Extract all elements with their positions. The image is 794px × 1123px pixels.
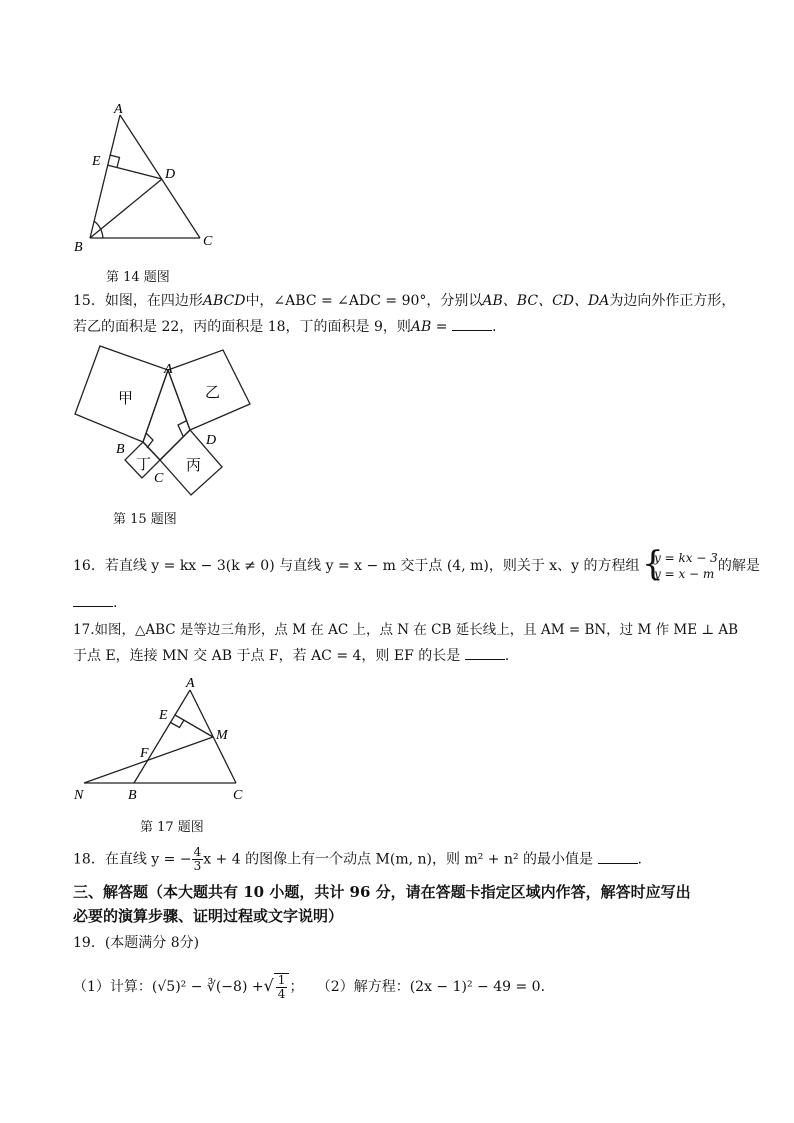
fraction-4-3: $\frac{4}{3}$ bbox=[193, 845, 202, 873]
point-label-a: A bbox=[186, 676, 195, 691]
segment-ab bbox=[143, 370, 168, 442]
point-label-n: N bbox=[74, 788, 84, 803]
question-16-line-2: . bbox=[73, 592, 117, 613]
square-label-yi: 乙 bbox=[205, 385, 221, 401]
section-3-heading-line-1: 三、解答题（本大题共有 10 小题，共计 96 分，请在答题卡指定区域内作答，解答时应写出 bbox=[73, 883, 691, 901]
section-3-heading-line-2: 必要的演算步骤、证明过程或文字说明） bbox=[73, 907, 344, 925]
point-label-b: B bbox=[116, 442, 125, 457]
angle-arc-b bbox=[94, 221, 103, 238]
square-label-ding: 丁 bbox=[136, 457, 152, 473]
question-19-parts: （1）计算：(√5)² − ∛(−8) +√ $\frac{1}{4}$ ； （2）解方程：(2x − 1)² − 49 = 0． bbox=[73, 973, 555, 1001]
question-15-line-1: 15．如图，在四边形ABCD中，∠ABC = ∠ADC = 90°，分别以AB、BC、CD、DA为边向外作正方形， bbox=[73, 293, 736, 309]
point-label-d: D bbox=[165, 167, 176, 182]
segment-ab bbox=[90, 115, 120, 238]
segment-ab bbox=[134, 690, 190, 783]
question-17-line-2: 于点 E，连接 MN 交 AB 于点 F，若 AC = 4，则 EF 的长是 . bbox=[73, 645, 509, 666]
point-label-b: B bbox=[128, 788, 137, 803]
point-label-f: F bbox=[140, 746, 149, 761]
figure-14-caption: 第 14 题图 bbox=[106, 270, 170, 285]
point-label-c: C bbox=[233, 788, 243, 803]
right-angle-mark-e bbox=[171, 720, 185, 728]
point-label-e: E bbox=[159, 708, 168, 723]
figure-14 bbox=[70, 95, 230, 255]
right-angle-mark-d bbox=[178, 421, 186, 436]
question-19-header: 19．(本题满分 8分) bbox=[73, 935, 200, 951]
segment-ad bbox=[168, 370, 190, 430]
segment-cd bbox=[160, 430, 190, 460]
point-label-a: A bbox=[114, 102, 123, 117]
question-16-line-1: 16．若直线 y = kx − 3(k ≠ 0) 与直线 y = x − m 交于点 (4, m)，则关于 x、y 的方程组 { y = kx − 3 y = x − m 的解是 bbox=[73, 550, 760, 582]
question-17-line-1: 17.如图，△ABC 是等边三角形，点 M 在 AC 上，点 N 在 CB 延长线上，且 AM = BN，过 M 作 ME ⊥ AB bbox=[73, 622, 739, 638]
figure-15-caption: 第 15 题图 bbox=[113, 512, 177, 527]
answer-blank-18[interactable] bbox=[598, 849, 638, 864]
figure-15 bbox=[70, 345, 260, 505]
point-label-m: M bbox=[216, 728, 228, 743]
figure-17-caption: 第 17 题图 bbox=[140, 820, 204, 835]
segment-ac bbox=[120, 115, 200, 238]
figure-17 bbox=[70, 675, 260, 805]
point-label-b: B bbox=[74, 240, 83, 255]
point-label-c: C bbox=[154, 471, 164, 486]
question-15-line-2: 若乙的面积是 22，丙的面积是 18，丁的面积是 9，则AB = . bbox=[73, 316, 496, 337]
answer-blank-16[interactable] bbox=[73, 592, 113, 607]
sqrt-fraction-1-4: $\frac{1}{4}$ bbox=[274, 973, 290, 1001]
equation-system: { y = kx − 3 y = x − m bbox=[644, 550, 718, 582]
point-label-e: E bbox=[92, 154, 101, 169]
answer-blank-17[interactable] bbox=[465, 645, 505, 660]
square-label-jia: 甲 bbox=[118, 391, 134, 407]
answer-blank-15[interactable] bbox=[452, 316, 492, 331]
square-label-bing: 丙 bbox=[186, 458, 202, 474]
point-label-c: C bbox=[203, 234, 213, 249]
point-label-d: D bbox=[206, 433, 217, 448]
point-label-a: A bbox=[164, 362, 173, 377]
question-18: 18．在直线 y = − $\frac{4}{3}$ x + 4 的图像上有一个动点 M(m, n)，则 m² + n² 的最小值是 . bbox=[73, 845, 642, 873]
